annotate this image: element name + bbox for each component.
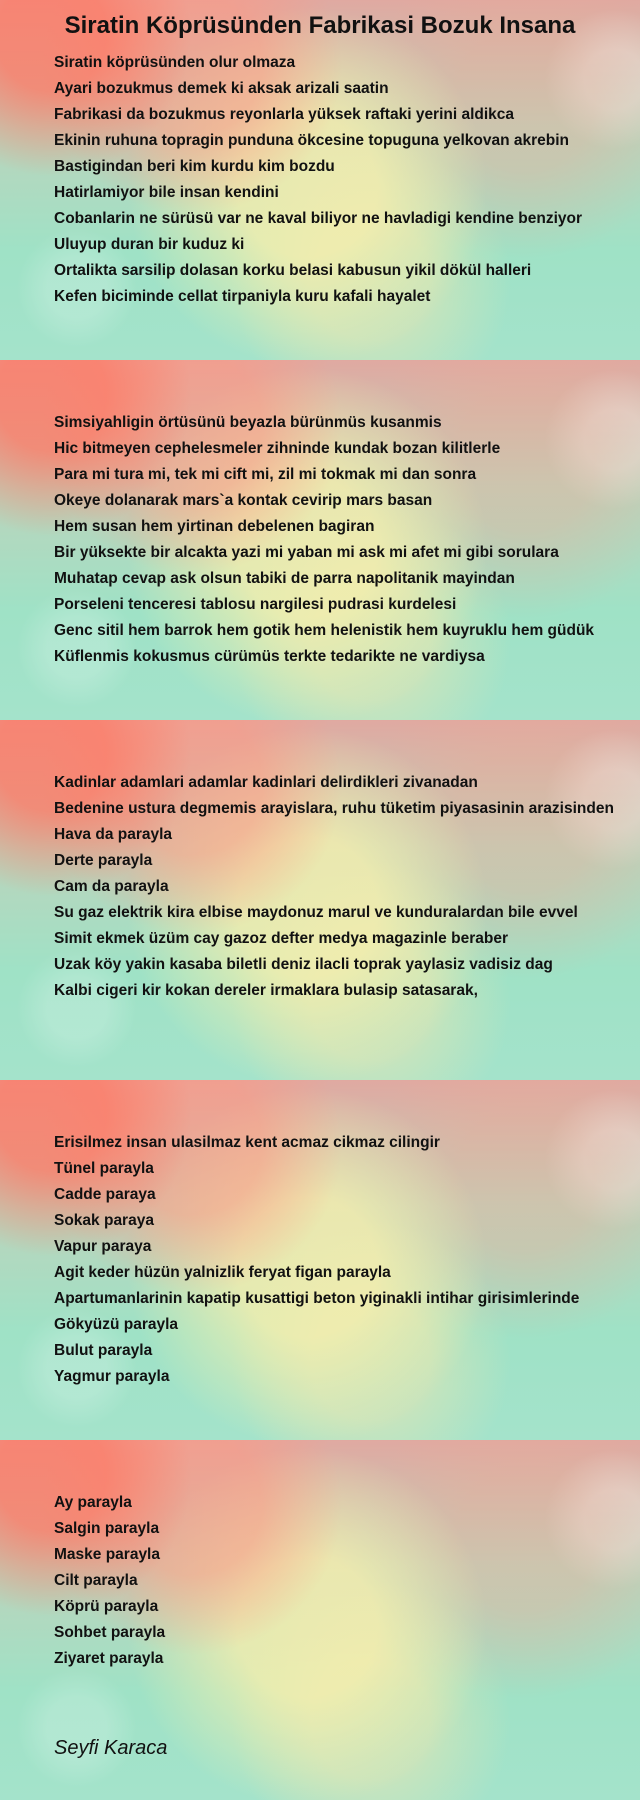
poem-line: Simit ekmek üzüm cay gazoz defter medya magazinle beraber bbox=[54, 930, 508, 947]
poem-line: Porseleni tenceresi tablosu nargilesi pudrasi kurdelesi bbox=[54, 596, 457, 613]
poem-author: Seyfi Karaca bbox=[54, 1737, 168, 1759]
stanza-4 bbox=[54, 1130, 624, 1390]
poem-line: Bedenine ustura degmemis arayislara, ruhu tüketim piyasasinin arazisinden bbox=[54, 800, 614, 817]
poem-line: Okeye dolanarak mars`a kontak cevirip mars basan bbox=[54, 492, 433, 509]
poem-line: Cam da parayla bbox=[54, 878, 169, 895]
poem-line: Ayari bozukmus demek ki aksak arizali saatin bbox=[54, 80, 389, 97]
poem-title: Siratin Köprüsünden Fabrikasi Bozuk Insana bbox=[64, 12, 576, 39]
poem-line: Kalbi cigeri kir kokan dereler irmaklara bulasip satasarak, bbox=[54, 982, 478, 999]
poem-line: Tünel parayla bbox=[54, 1160, 154, 1177]
stanza-panel-2 bbox=[0, 360, 640, 720]
poem-line: Hem susan hem yirtinan debelenen bagiran bbox=[54, 518, 375, 535]
poem-line: Agit keder hüzün yalnizlik feryat figan parayla bbox=[54, 1264, 391, 1281]
poem-line: Küflenmis kokusmus cürümüs terkte tedarikte ne vardiysa bbox=[54, 648, 485, 665]
stanza-3 bbox=[54, 770, 624, 1004]
stanza-5 bbox=[54, 1490, 624, 1672]
poem-line: Cobanlarin ne sürüsü var ne kaval biliyor ne havladigi kendine benziyor bbox=[54, 210, 583, 227]
poem-line: Vapur paraya bbox=[54, 1238, 152, 1255]
poem-line: Su gaz elektrik kira elbise maydonuz marul ve kunduralardan bile evvel bbox=[54, 904, 578, 921]
poem-line: Hava da parayla bbox=[54, 826, 173, 843]
poem-line: Fabrikasi da bozukmus reyonlarla yüksek raftaki yerini aldikca bbox=[54, 106, 515, 123]
poem-line: Bastigindan beri kim kurdu kim bozdu bbox=[54, 158, 335, 175]
poem-line: Erisilmez insan ulasilmaz kent acmaz cikmaz cilingir bbox=[54, 1134, 440, 1151]
poem-line: Simsiyahligin örtüsünü beyazla bürünmüs kusanmis bbox=[54, 414, 442, 431]
poem-line: Uluyup duran bir kuduz ki bbox=[54, 236, 245, 253]
poem-line: Yagmur parayla bbox=[54, 1368, 170, 1385]
poem-line: Siratin köprüsünden olur olmaza bbox=[54, 54, 296, 71]
poem-line: Sohbet parayla bbox=[54, 1624, 166, 1641]
stanza-panel-4 bbox=[0, 1080, 640, 1440]
stanza-panel-1 bbox=[0, 0, 640, 360]
stanza-2 bbox=[54, 410, 624, 670]
poem-line: Cadde paraya bbox=[54, 1186, 156, 1203]
stanza-panel-5 bbox=[0, 1440, 640, 1800]
poem-line: Bulut parayla bbox=[54, 1342, 153, 1359]
poem-line: Uzak köy yakin kasaba biletli deniz ilacli toprak yaylasiz vadisiz dag bbox=[54, 956, 553, 973]
poem-line: Ekinin ruhuna topragin punduna ökcesine topuguna yelkovan akrebin bbox=[54, 132, 570, 149]
poem-line: Salgin parayla bbox=[54, 1520, 160, 1537]
poem-line: Kadinlar adamlari adamlar kadinlari delirdikleri zivanadan bbox=[54, 774, 478, 791]
poem-line: Genc sitil hem barrok hem gotik hem helenistik hem kuyruklu hem güdük bbox=[54, 622, 595, 639]
poem-line: Bir yüksekte bir alcakta yazi mi yaban mi ask mi afet mi gibi sorulara bbox=[54, 544, 559, 561]
poem-line: Para mi tura mi, tek mi cift mi, zil mi tokmak mi dan sonra bbox=[54, 466, 477, 483]
stanza-panel-3 bbox=[0, 720, 640, 1080]
poem-line: Gökyüzü parayla bbox=[54, 1316, 179, 1333]
poem-line: Ay parayla bbox=[54, 1494, 132, 1511]
poem-line: Apartumanlarinin kapatip kusattigi beton yiginakli intihar girisimlerinde bbox=[54, 1290, 580, 1307]
poem-line: Ortalikta sarsilip dolasan korku belasi kabusun yikil dökül halleri bbox=[54, 262, 532, 279]
poem-line: Derte parayla bbox=[54, 852, 153, 869]
poem-line: Kefen biciminde cellat tirpaniyla kuru kafali hayalet bbox=[54, 288, 431, 305]
poem-line: Muhatap cevap ask olsun tabiki de parra napolitanik mayindan bbox=[54, 570, 515, 587]
stanza-1 bbox=[54, 50, 624, 310]
poem-line: Köprü parayla bbox=[54, 1598, 159, 1615]
poem-line: Hic bitmeyen cephelesmeler zihninde kundak bozan kilitlerle bbox=[54, 440, 501, 457]
poem-line: Ziyaret parayla bbox=[54, 1650, 164, 1667]
poem-line: Hatirlamiyor bile insan kendini bbox=[54, 184, 279, 201]
poem-line: Maske parayla bbox=[54, 1546, 160, 1563]
poem-line: Cilt parayla bbox=[54, 1572, 138, 1589]
poem-line: Sokak paraya bbox=[54, 1212, 154, 1229]
